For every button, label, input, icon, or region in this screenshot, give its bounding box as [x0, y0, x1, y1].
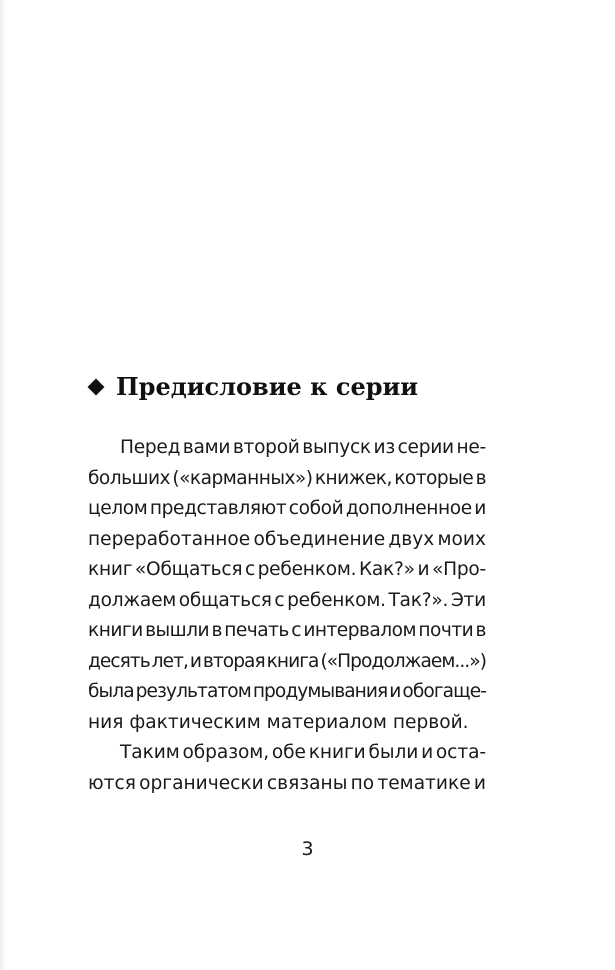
text-line-1-4 [88, 525, 486, 556]
text-line-1-5 [88, 555, 486, 586]
text-line-1-8 [88, 647, 486, 678]
text-line-1-7 [88, 616, 486, 647]
text-line-content: была результатом продумывания и обогаще- [88, 681, 487, 702]
text-line-content: ния фактическим материалом первой. [88, 711, 469, 733]
section-heading [88, 372, 418, 401]
text-line-content: переработанное объединение двух моих [88, 528, 486, 550]
text-line-1-2 [88, 464, 486, 495]
text-line-1-9 [88, 677, 486, 708]
body-text [88, 433, 486, 799]
page-number: 3 [301, 838, 314, 860]
page-edge-shadow [0, 0, 6, 970]
text-line-content: должаем общаться с ребенком. Так?». Эти [88, 589, 486, 611]
text-line-content: Перед вами второй выпуск из серии не- [120, 437, 486, 458]
text-line-content: книг «Общаться с ребенком. Как?» и «Про- [88, 559, 486, 580]
text-line-content: целом представляют собой дополненное и [88, 498, 486, 519]
text-line-1-3 [88, 494, 486, 525]
section-heading-text: Предисловие к серии [116, 372, 419, 401]
text-line-2-1 [88, 738, 486, 769]
text-line-2-2 [88, 769, 486, 800]
text-line-content: Таким образом, обе книги были и оста- [120, 742, 486, 763]
text-line-1-1 [88, 433, 486, 464]
text-line-1-10 [88, 708, 486, 739]
diamond-bullet-icon [88, 378, 105, 395]
text-line-content: книги вышли в печать с интервалом почти в [88, 620, 486, 641]
text-line-1-6 [88, 586, 486, 617]
text-line-content: ются органически связаны по тематике и [88, 772, 486, 794]
text-line-content: больших («карманных») книжек, которые в [88, 467, 486, 489]
text-line-content: десять лет, и вторая книга («Продолжаем...») [88, 650, 486, 672]
